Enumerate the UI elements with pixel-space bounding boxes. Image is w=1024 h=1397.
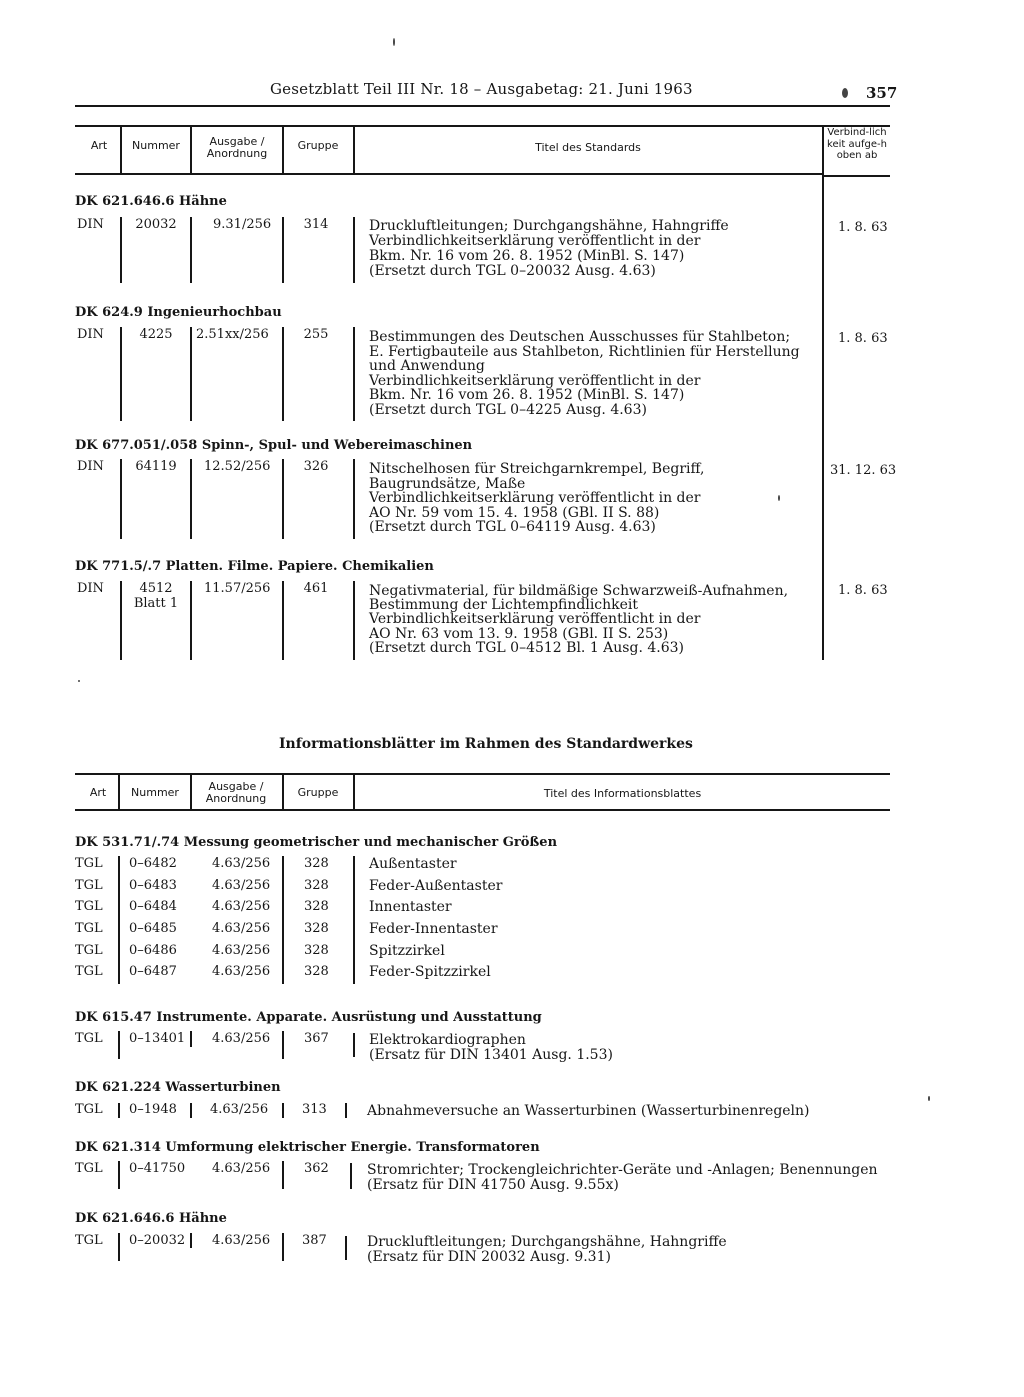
title-line: Negativmaterial, für bildmäßige Schwarzweiß-Aufnahmen,	[369, 583, 789, 599]
cell-divider	[282, 1161, 284, 1189]
cell-ausgabe: 9.31/256	[213, 217, 272, 232]
title-line: AO Nr. 59 vom 15. 4. 1958 (GBl. II S. 88)	[369, 505, 660, 521]
cell-divider	[345, 1236, 347, 1260]
cell-titel: Elektrokardiographen	[369, 1032, 526, 1048]
cell-art: DIN	[77, 581, 104, 596]
cell-gruppe: 328	[304, 856, 329, 871]
info-section-title: Informationsblätter im Rahmen des Standardwerkes	[279, 736, 693, 752]
cell-ausgabe: 4.63/256	[212, 1161, 271, 1176]
table-row	[0, 922, 1024, 942]
cell-nummer: 0–20032	[129, 1233, 186, 1248]
cell-titel: Feder-Innentaster	[369, 921, 498, 937]
title-line: (Ersetzt durch TGL 0–20032 Ausg. 4.63)	[369, 263, 656, 279]
cell-divider	[282, 459, 284, 539]
cell-titel: Spitzzirkel	[369, 943, 445, 959]
title-line: E. Fertigbauteile aus Stahlbeton, Richtlinien für Herstellung	[369, 344, 800, 360]
cell-gruppe: 387	[302, 1233, 327, 1248]
cell-titel: Innentaster	[369, 899, 452, 915]
cell-art: TGL	[75, 899, 103, 914]
cell-art: TGL	[75, 1031, 103, 1046]
cell-nummer: 0–6482	[129, 856, 177, 871]
cell-divider	[282, 1031, 284, 1059]
cell-divider	[190, 217, 192, 283]
cell-art: TGL	[75, 856, 103, 871]
title-line: (Ersetzt durch TGL 0–4225 Ausg. 4.63)	[369, 402, 647, 418]
column-header-titel: Titel des Informationsblattes	[543, 787, 702, 800]
cell-nummer: 0–41750	[129, 1161, 186, 1176]
cell-divider	[282, 1103, 284, 1118]
cell-gruppe: 362	[304, 1161, 329, 1176]
cell-gruppe: 367	[304, 1031, 329, 1046]
cell-divider	[120, 459, 122, 539]
cell-divider	[353, 459, 355, 539]
table-row	[0, 965, 1024, 985]
cell-art: TGL	[75, 1233, 103, 1248]
cell-divider	[282, 581, 284, 660]
cell-nummer: 64119	[135, 459, 177, 474]
title-line: Bkm. Nr. 16 vom 26. 8. 1952 (MinBl. S. 147)	[369, 248, 685, 264]
cell-divider	[118, 1103, 120, 1118]
section-heading: DK 624.9 Ingenieurhochbau	[75, 305, 282, 320]
cell-divider	[282, 1233, 284, 1261]
cell-gruppe: 328	[304, 921, 329, 936]
cell-divider	[120, 581, 122, 660]
cell-art: TGL	[75, 878, 103, 893]
cell-gruppe: 328	[304, 899, 329, 914]
cell-ausgabe: 4.63/256	[212, 899, 271, 914]
cell-divider	[190, 581, 192, 660]
column-header-art: Art	[89, 786, 107, 799]
header-rule	[75, 105, 890, 107]
cell-divider	[353, 1033, 355, 1057]
cell-gruppe: 255	[303, 327, 329, 342]
cell-nummer: 0–6486	[129, 943, 177, 958]
cell-date: 1. 8. 63	[838, 331, 888, 346]
table2-top-rule	[75, 773, 890, 775]
cell-art: TGL	[75, 1102, 103, 1117]
column-header-ausgabe: Ausgabe / Anordnung	[206, 135, 268, 160]
cell-ausgabe: 4.63/256	[212, 943, 271, 958]
cell-titel: Feder-Außentaster	[369, 878, 503, 894]
cell-divider	[190, 459, 192, 539]
cell-art: TGL	[75, 1161, 103, 1176]
section-heading: DK 531.71/.74 Messung geometrischer und mechanischer Größen	[75, 835, 558, 850]
table-row	[0, 857, 1024, 877]
table-row	[0, 900, 1024, 920]
cell-divider	[190, 1103, 192, 1118]
table1-header-divider	[822, 127, 824, 173]
title-line: Verbindlichkeitserklärung veröffentlicht in der	[369, 611, 701, 627]
scan-speck	[778, 495, 780, 501]
scan-speck	[928, 1096, 930, 1101]
title-line: Bkm. Nr. 16 vom 26. 8. 1952 (MinBl. S. 147)	[369, 387, 685, 403]
table1-header-divider	[190, 127, 192, 173]
cell-nummer: 0–6484	[129, 899, 177, 914]
cell-date: 1. 8. 63	[838, 583, 888, 598]
cell-art: DIN	[77, 327, 104, 342]
section-heading: DK 771.5/.7 Platten. Filme. Papiere. Chemikalien	[75, 559, 434, 574]
cell-ausgabe: 4.63/256	[212, 856, 271, 871]
scan-speck	[393, 38, 395, 46]
cell-titel-note: (Ersatz für DIN 41750 Ausg. 9.55x)	[367, 1177, 619, 1193]
cell-nummer: 0–13401	[129, 1031, 186, 1046]
section-heading: DK 621.646.6 Hähne	[75, 1211, 227, 1226]
title-line: (Ersetzt durch TGL 0–4512 Bl. 1 Ausg. 4.63)	[369, 640, 684, 656]
cell-ausgabe: 11.57/256	[204, 581, 271, 596]
cell-titel: Druckluftleitungen; Durchgangshähne, Hahngriffe	[367, 1234, 727, 1250]
cell-divider	[118, 1031, 120, 1059]
cell-art: DIN	[77, 217, 104, 232]
cell-gruppe: 328	[304, 943, 329, 958]
cell-ausgabe: 12.52/256	[204, 459, 271, 474]
cell-date: 31. 12. 63	[830, 463, 897, 478]
page-header-title: Gesetzblatt Teil III Nr. 18 – Ausgabetag: 21. Juni 1963	[270, 80, 693, 98]
title-line: und Anwendung	[369, 358, 485, 374]
cell-nummer: 0–6487	[129, 964, 177, 979]
table1-top-rule	[75, 125, 890, 127]
cell-divider	[353, 217, 355, 283]
page-number: 357	[866, 84, 898, 102]
cell-nummer: 4512	[139, 581, 173, 596]
cell-titel: Abnahmeversuche an Wasserturbinen (Wasserturbinenregeln)	[367, 1103, 810, 1119]
title-line: Verbindlichkeitserklärung veröffentlicht in der	[369, 233, 701, 249]
cell-art: TGL	[75, 943, 103, 958]
cell-titel-note: (Ersatz für DIN 20032 Ausg. 9.31)	[367, 1249, 611, 1265]
section-heading: DK 621.646.6 Hähne	[75, 194, 227, 209]
column-header-verbindlichkeit: Verbind-lichkeit aufge-hoben ab	[827, 127, 887, 161]
table-row	[0, 944, 1024, 964]
title-line: Nitschelhosen für Streichgarnkrempel, Begriff,	[369, 461, 705, 477]
column-header-nummer: Nummer	[132, 139, 180, 152]
cell-nummer: 20032	[135, 217, 177, 232]
cell-divider	[282, 217, 284, 283]
cell-divider	[353, 327, 355, 421]
cell-divider	[350, 1163, 352, 1189]
scan-speck	[842, 88, 848, 98]
column-header-ausgabe: Ausgabe / Anordnung	[205, 780, 267, 805]
column-header-gruppe: Gruppe	[297, 786, 339, 799]
column-header-nummer: Nummer	[131, 786, 179, 799]
cell-divider	[190, 1233, 192, 1248]
cell-nummer: 0–1948	[129, 1102, 177, 1117]
cell-divider	[345, 1103, 347, 1118]
section-heading: DK 621.224 Wasserturbinen	[75, 1080, 281, 1095]
column-header-titel: Titel des Standards	[535, 141, 641, 154]
title-line: (Ersetzt durch TGL 0–64119 Ausg. 4.63)	[369, 519, 656, 535]
cell-titel: Stromrichter; Trockengleichrichter-Geräte und -Anlagen; Benennungen	[367, 1162, 878, 1178]
title-line: Verbindlichkeitserklärung veröffentlicht in der	[369, 373, 701, 389]
section-heading: DK 615.47 Instrumente. Apparate. Ausrüstung und Ausstattung	[75, 1010, 542, 1025]
cell-ausgabe: 4.63/256	[212, 964, 271, 979]
cell-divider	[118, 1233, 120, 1261]
cell-ausgabe: 4.63/256	[212, 1233, 271, 1248]
title-line: Baugrundsätze, Maße	[369, 476, 526, 492]
table2-header-divider	[190, 775, 192, 809]
cell-gruppe: 328	[304, 964, 329, 979]
table1-date-header-rule	[824, 175, 890, 177]
cell-ausgabe: 4.63/256	[212, 1031, 271, 1046]
cell-ausgabe: 2.51xx/256	[196, 327, 269, 342]
title-line: Bestimmungen des Deutschen Ausschusses für Stahlbeton;	[369, 329, 791, 345]
cell-date: 1. 8. 63	[838, 220, 888, 235]
cell-nummer: 0–6483	[129, 878, 177, 893]
cell-ausgabe: 4.63/256	[212, 878, 271, 893]
cell-nummer: 0–6485	[129, 921, 177, 936]
title-line: Verbindlichkeitserklärung veröffentlicht in der	[369, 490, 701, 506]
cell-nummer: 4225	[139, 327, 173, 342]
cell-art: TGL	[75, 921, 103, 936]
column-header-art: Art	[90, 139, 108, 152]
table2-header-bottom-rule	[75, 809, 890, 811]
cell-divider	[282, 327, 284, 421]
cell-ausgabe: 4.63/256	[212, 921, 271, 936]
cell-gruppe: 461	[303, 581, 329, 596]
cell-divider	[190, 327, 192, 421]
section-heading: DK 677.051/.058 Spinn-, Spul- und Webereimaschinen	[75, 438, 473, 453]
cell-gruppe: 313	[302, 1102, 327, 1117]
table1-header-bottom-rule	[75, 173, 823, 175]
title-line: Bestimmung der Lichtempfindlichkeit	[369, 597, 639, 613]
cell-art: TGL	[75, 964, 103, 979]
cell-art: DIN	[77, 459, 104, 474]
cell-gruppe: 328	[304, 878, 329, 893]
cell-divider	[353, 581, 355, 660]
cell-divider	[120, 327, 122, 421]
column-header-gruppe: Gruppe	[297, 139, 339, 152]
cell-nummer-blatt: Blatt 1	[133, 596, 179, 611]
cell-divider	[190, 1031, 192, 1047]
table1-date-column-divider	[822, 173, 824, 660]
scan-speck	[78, 680, 80, 682]
cell-gruppe: 314	[303, 217, 329, 232]
cell-titel: Feder-Spitzzirkel	[369, 964, 491, 980]
section-heading: DK 621.314 Umformung elektrischer Energie. Transformatoren	[75, 1140, 540, 1155]
cell-titel: Außentaster	[369, 856, 457, 872]
cell-ausgabe: 4.63/256	[210, 1102, 269, 1117]
cell-titel-note: (Ersatz für DIN 13401 Ausg. 1.53)	[369, 1047, 613, 1063]
title-line: Druckluftleitungen; Durchgangshähne, Hahngriffe	[369, 218, 729, 234]
table-row	[0, 879, 1024, 899]
cell-divider	[118, 1161, 120, 1189]
cell-divider	[120, 217, 122, 283]
title-line: AO Nr. 63 vom 13. 9. 1958 (GBl. II S. 253)	[369, 626, 669, 642]
cell-gruppe: 326	[303, 459, 329, 474]
